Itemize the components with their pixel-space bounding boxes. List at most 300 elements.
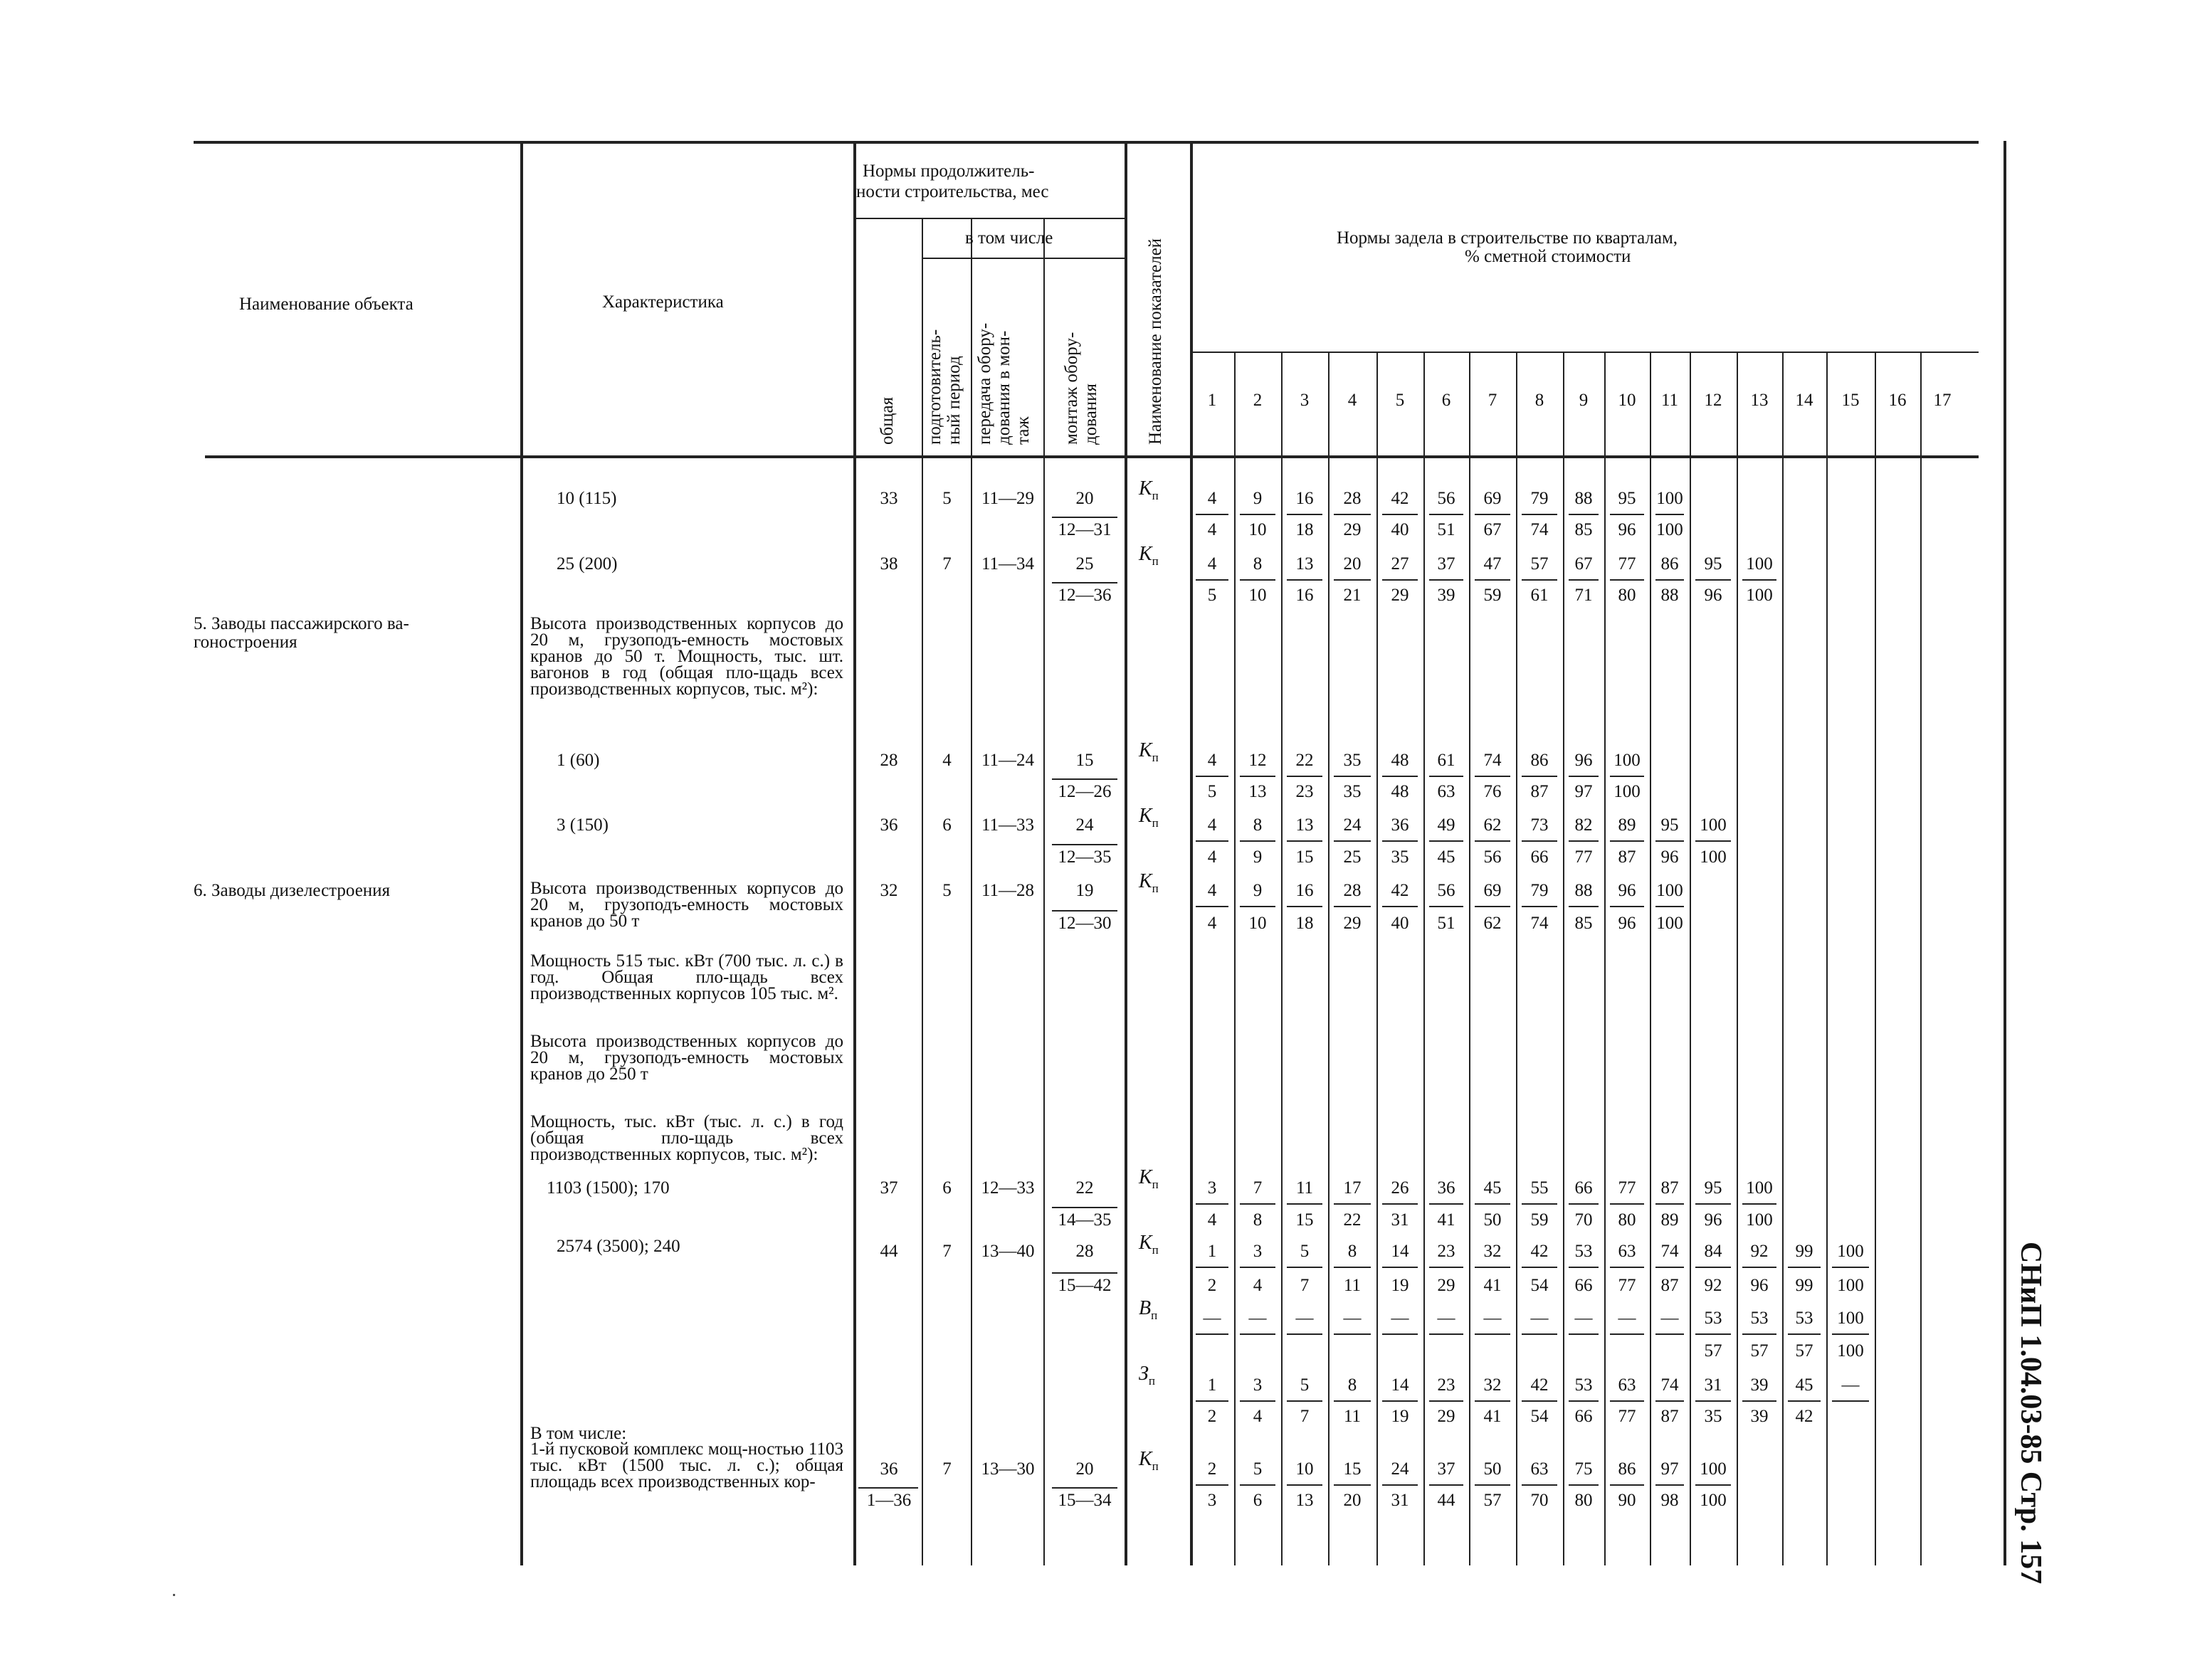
backlog-cell: 44 <box>1437 1491 1455 1510</box>
backlog-cell: 87 <box>1660 1407 1679 1426</box>
backlog-cell: — <box>1574 1309 1593 1328</box>
indicator-v-label <box>1139 1298 1157 1321</box>
page-right-rule <box>2004 141 2006 1565</box>
char-10-115: 10 (115) <box>557 489 617 508</box>
quarter-number: 10 <box>1618 391 1636 410</box>
backlog-cell-rule <box>1287 1400 1322 1402</box>
scan-speck <box>173 1594 175 1596</box>
backlog-cell-rule <box>1522 1267 1557 1268</box>
backlog-cell-rule <box>1334 840 1371 842</box>
backlog-cell-rule <box>1334 514 1371 515</box>
backlog-cell: 14 <box>1391 1242 1409 1261</box>
backlog-cell-rule <box>1655 906 1684 907</box>
backlog-cell: 53 <box>1574 1375 1593 1395</box>
col-char-header: Характеристика <box>602 292 724 312</box>
backlog-cell: 23 <box>1437 1242 1455 1261</box>
backlog-cell: 27 <box>1391 554 1409 574</box>
indicator-letter: К <box>1139 870 1152 892</box>
total-header: общая <box>878 396 897 445</box>
backlog-cell: 29 <box>1437 1407 1455 1426</box>
backlog-cell-rule <box>1429 1203 1463 1205</box>
col-sep-indicator <box>1125 141 1127 1565</box>
backlog-cell: — <box>1203 1309 1221 1328</box>
backlog-cell: 69 <box>1483 881 1502 900</box>
backlog-cell: 100 <box>1656 489 1683 508</box>
duration-mount-rule <box>1052 844 1117 845</box>
indicator-letter: З <box>1139 1363 1149 1385</box>
backlog-cell: 37 <box>1437 554 1455 574</box>
backlog-cell-rule <box>1429 1484 1463 1486</box>
backlog-cell-rule <box>1240 1484 1275 1486</box>
backlog-cell: 96 <box>1618 881 1636 900</box>
backlog-cell: 80 <box>1574 1491 1593 1510</box>
backlog-cell-rule <box>1287 1333 1322 1335</box>
char-para-5: Высота производственных корпусов до 20 м, грузоподъ-емность мостовых кранов до 50 т. Мощность, тыс. шт. вагонов в год (общая пло-щадь всех производственных корпусов, тыс. м²): <box>530 614 843 699</box>
backlog-cell: 2 <box>1207 1459 1217 1479</box>
backlog-cell: 88 <box>1574 881 1593 900</box>
backlog-cell: — <box>1618 1309 1636 1328</box>
backlog-cell: 13 <box>1248 782 1267 801</box>
backlog-cell: 40 <box>1391 520 1409 539</box>
backlog-cell: 42 <box>1530 1242 1549 1261</box>
backlog-cell: 5 <box>1253 1459 1263 1479</box>
duration-prep: 7 <box>942 1242 952 1261</box>
quarter-number: 13 <box>1750 391 1769 410</box>
backlog-cell-rule <box>1196 1203 1228 1205</box>
backlog-cell: 74 <box>1660 1375 1679 1395</box>
indicator-z-label <box>1139 1363 1155 1386</box>
backlog-cell-rule <box>1655 1400 1684 1402</box>
backlog-cell: 3 <box>1253 1242 1263 1261</box>
backlog-cell: 29 <box>1391 586 1409 605</box>
backlog-cell: 12 <box>1248 751 1267 770</box>
duration-prep: 4 <box>942 751 952 770</box>
backlog-cell: 18 <box>1295 914 1314 933</box>
backlog-cell-rule <box>1695 1484 1731 1486</box>
backlog-cell: 56 <box>1437 489 1455 508</box>
indicator-letter: К <box>1139 1166 1152 1188</box>
backlog-cell: 4 <box>1207 1210 1217 1230</box>
backlog-cell: 4 <box>1207 815 1217 835</box>
quarter-number: 7 <box>1488 391 1497 410</box>
duration-mount: 28 <box>1075 1242 1094 1261</box>
backlog-cell-rule <box>1475 1267 1510 1268</box>
backlog-cell: 76 <box>1483 782 1502 801</box>
backlog-cell-rule <box>1475 1484 1510 1486</box>
char-1-60: 1 (60) <box>557 751 600 770</box>
indicator-subscript: п <box>1152 489 1159 502</box>
backlog-cell: 66 <box>1574 1276 1593 1295</box>
backlog-cell-rule <box>1196 776 1228 777</box>
backlog-cell: 77 <box>1618 1178 1636 1198</box>
indicator-k-label <box>1139 544 1159 566</box>
backlog-cell: 74 <box>1483 751 1502 770</box>
indicator-letter: К <box>1139 739 1152 761</box>
backlog-cell: 20 <box>1343 554 1362 574</box>
backlog-cell: 89 <box>1618 815 1636 835</box>
backlog-cell: 16 <box>1295 881 1314 900</box>
backlog-cell: — <box>1295 1309 1314 1328</box>
backlog-cell: — <box>1248 1309 1267 1328</box>
backlog-cell: 63 <box>1618 1375 1636 1395</box>
duration-mount-rule <box>1052 1487 1117 1489</box>
backlog-cell: 87 <box>1530 782 1549 801</box>
backlog-cell: 29 <box>1437 1276 1455 1295</box>
backlog-cell: 86 <box>1660 554 1679 574</box>
backlog-cell: 55 <box>1530 1178 1549 1198</box>
duration-mount-2: 12—26 <box>1058 782 1112 801</box>
backlog-cell: 51 <box>1437 914 1455 933</box>
backlog-cell-rule <box>1287 840 1322 842</box>
backlog-cell: 54 <box>1530 1407 1549 1426</box>
duration-mount-rule <box>1052 1272 1117 1274</box>
backlog-cell-rule <box>1287 1203 1322 1205</box>
indicator-subscript: п <box>1151 1309 1158 1322</box>
backlog-cell: 4 <box>1207 914 1217 933</box>
backlog-cell: 77 <box>1618 554 1636 574</box>
backlog-cell: 96 <box>1574 751 1593 770</box>
duration-mount-2: 14—35 <box>1058 1210 1112 1230</box>
backlog-cell: 56 <box>1437 881 1455 900</box>
backlog-cell: 57 <box>1530 554 1549 574</box>
backlog-cell: 35 <box>1391 847 1409 867</box>
transfer-header-l1: передача обору- <box>975 322 994 445</box>
indicator-subscript: п <box>1148 1374 1155 1388</box>
backlog-cell: 62 <box>1483 914 1502 933</box>
backlog-cell-rule <box>1240 1267 1275 1268</box>
backlog-cell: 87 <box>1660 1276 1679 1295</box>
backlog-cell: 88 <box>1660 586 1679 605</box>
backlog-cell: 95 <box>1704 554 1722 574</box>
quarter-col-sep <box>1875 352 1876 1565</box>
duration-total: 36 <box>880 815 898 835</box>
char-25-200: 25 (200) <box>557 554 618 574</box>
backlog-cell: 74 <box>1660 1242 1679 1261</box>
backlog-cell-rule <box>1522 1333 1557 1335</box>
backlog-cell-rule <box>1832 1400 1869 1402</box>
backlog-cell-rule <box>1569 906 1599 907</box>
backlog-cell-rule <box>1742 1203 1776 1205</box>
backlog-cell: 95 <box>1660 815 1679 835</box>
backlog-cell-rule <box>1429 776 1463 777</box>
backlog-cell: 56 <box>1483 847 1502 867</box>
backlog-cell-rule <box>1475 776 1510 777</box>
backlog-cell: 41 <box>1483 1407 1502 1426</box>
backlog-cell: 32 <box>1483 1242 1502 1261</box>
backlog-cell: 48 <box>1391 751 1409 770</box>
backlog-cell-rule <box>1832 1267 1869 1268</box>
backlog-cell: 100 <box>1700 815 1727 835</box>
indicator-letter: К <box>1139 477 1152 500</box>
quarter-number: 8 <box>1534 391 1544 410</box>
backlog-cell-rule <box>1240 840 1275 842</box>
backlog-cell-rule <box>1522 840 1557 842</box>
backlog-cell-rule <box>1382 776 1418 777</box>
prep-header-l2: ный период <box>944 356 964 445</box>
backlog-cell: 96 <box>1750 1276 1769 1295</box>
backlog-cell: 4 <box>1207 881 1217 900</box>
quarter-number: 11 <box>1660 391 1679 410</box>
backlog-cell: 70 <box>1574 1210 1593 1230</box>
backlog-cell: 96 <box>1618 914 1636 933</box>
backlog-cell: 11 <box>1295 1178 1314 1198</box>
duration-prep: 6 <box>942 1178 952 1198</box>
backlog-cell-rule <box>1610 776 1644 777</box>
backlog-cell-rule <box>1655 840 1684 842</box>
indicator-k-label <box>1139 1232 1159 1255</box>
backlog-cell: 86 <box>1618 1459 1636 1479</box>
char-3-150: 3 (150) <box>557 815 609 835</box>
mount-header-l2: дования <box>1081 383 1100 445</box>
backlog-cell: 86 <box>1530 751 1549 770</box>
backlog-cell: 67 <box>1574 554 1593 574</box>
backlog-cell: 49 <box>1437 815 1455 835</box>
duration-transfer: 11—33 <box>981 815 1035 835</box>
backlog-cell-rule <box>1287 776 1322 777</box>
backlog-cell-rule <box>1695 1333 1731 1335</box>
backlog-cell: 63 <box>1437 782 1455 801</box>
duration-total: 38 <box>880 554 898 574</box>
backlog-cell-rule <box>1429 1267 1463 1268</box>
duration-mount-rule <box>1052 582 1117 583</box>
backlog-cell-rule <box>1695 1203 1731 1205</box>
header-bottom-rule <box>205 455 1979 458</box>
backlog-cell: 14 <box>1391 1375 1409 1395</box>
backlog-cell-rule <box>1382 579 1418 581</box>
indicator-letter: К <box>1139 1232 1152 1254</box>
duration-mount: 15 <box>1075 751 1094 770</box>
backlog-cell: 100 <box>1656 520 1683 539</box>
backlog-cell: 4 <box>1207 554 1217 574</box>
backlog-cell-rule <box>1569 1484 1599 1486</box>
backlog-cell: 19 <box>1391 1407 1409 1426</box>
backlog-cell: 15 <box>1343 1459 1362 1479</box>
backlog-cell: 77 <box>1618 1407 1636 1426</box>
backlog-cell: 42 <box>1391 881 1409 900</box>
backlog-cell-rule <box>1610 1400 1644 1402</box>
duration-prep: 7 <box>942 1459 952 1479</box>
backlog-cell: 3 <box>1207 1178 1217 1198</box>
duration-transfer: 11—24 <box>981 751 1035 770</box>
header-rule-duration <box>855 218 1125 219</box>
indicator-header: Наименование показателей <box>1146 238 1165 445</box>
backlog-cell: 73 <box>1530 815 1549 835</box>
backlog-cell-rule <box>1522 1203 1557 1205</box>
backlog-cell: 100 <box>1746 1178 1773 1198</box>
backlog-cell-rule <box>1522 776 1557 777</box>
backlog-cell: 57 <box>1750 1341 1769 1361</box>
quarter-number: 6 <box>1441 391 1451 410</box>
duration-prep: 5 <box>942 489 952 508</box>
backlog-cell: 3 <box>1253 1375 1263 1395</box>
indicator-k-label <box>1139 740 1159 763</box>
backlog-cell-rule <box>1429 1400 1463 1402</box>
backlog-cell: 48 <box>1391 782 1409 801</box>
backlog-cell: 53 <box>1795 1309 1813 1328</box>
char-2574: 2574 (3500); 240 <box>557 1237 680 1256</box>
backlog-cell: 69 <box>1483 489 1502 508</box>
backlog-cell-rule <box>1569 1333 1599 1335</box>
backlog-cell: 10 <box>1248 914 1267 933</box>
backlog-cell: 87 <box>1618 847 1636 867</box>
char-1103: 1103 (1500); 170 <box>547 1178 670 1198</box>
backlog-cell: 7 <box>1300 1276 1310 1295</box>
backlog-cell: 15 <box>1295 1210 1314 1230</box>
duration-mount-2: 12—30 <box>1058 914 1112 933</box>
indicator-letter: К <box>1139 805 1152 827</box>
backlog-cell: 4 <box>1207 847 1217 867</box>
indicator-subscript: п <box>1152 1459 1159 1473</box>
backlog-cell: 2 <box>1207 1407 1217 1426</box>
backlog-cell-rule <box>1522 906 1557 907</box>
duration-transfer: 12—33 <box>981 1178 1035 1198</box>
backlog-cell-rule <box>1196 1267 1228 1268</box>
indicator-k-label <box>1139 1449 1159 1472</box>
backlog-cell: 5 <box>1300 1242 1310 1261</box>
backlog-cell-rule <box>1196 906 1228 907</box>
quarter-number: 16 <box>1888 391 1907 410</box>
backlog-cell-rule <box>1610 1333 1644 1335</box>
backlog-cell-rule <box>1569 1267 1599 1268</box>
backlog-cell-rule <box>1196 579 1228 581</box>
backlog-cell-rule <box>1475 1400 1510 1402</box>
char-para-6d: Мощность, тыс. кВт (тыс. л. с.) в год (общая пло-щадь всех производственных корпусов, тыс. м²): <box>530 1112 843 1164</box>
backlog-cell-rule <box>1788 1267 1821 1268</box>
backlog-cell: 98 <box>1660 1491 1679 1510</box>
backlog-cell: 100 <box>1656 881 1683 900</box>
indicator-letter: К <box>1139 1448 1152 1470</box>
backlog-cell: 87 <box>1660 1178 1679 1198</box>
quarter-number: 15 <box>1841 391 1860 410</box>
backlog-cell-rule <box>1475 1333 1510 1335</box>
prep-header-l1: подготовитель- <box>925 329 944 445</box>
indicator-k-label <box>1139 1167 1159 1190</box>
backlog-cell: 71 <box>1574 586 1593 605</box>
backlog-cell: 57 <box>1704 1341 1722 1361</box>
backlog-cell-rule <box>1382 840 1418 842</box>
backlog-cell-rule <box>1475 1203 1510 1205</box>
duration-transfer: 13—40 <box>981 1242 1035 1261</box>
indicator-subscript: п <box>1152 882 1159 895</box>
backlog-cell: 7 <box>1253 1178 1263 1198</box>
backlog-cell-rule <box>1334 1484 1371 1486</box>
col-sep-total <box>853 141 856 1565</box>
backlog-cell-rule <box>1240 776 1275 777</box>
backlog-cell-rule <box>1196 1333 1228 1335</box>
quarter-number: 17 <box>1933 391 1952 410</box>
backlog-cell: 100 <box>1746 1210 1773 1230</box>
backlog-cell: 13 <box>1295 815 1314 835</box>
backlog-cell: 63 <box>1530 1459 1549 1479</box>
backlog-cell-rule <box>1655 579 1684 581</box>
duration-mount: 25 <box>1075 554 1094 574</box>
indicator-k-label <box>1139 805 1159 828</box>
backlog-cell: 7 <box>1300 1407 1310 1426</box>
backlog-cell: 36 <box>1391 815 1409 835</box>
duration-header-l1: Нормы продолжитель- <box>863 162 1035 181</box>
backlog-cell: 31 <box>1391 1210 1409 1230</box>
duration-header-l2: ности строительства, мес <box>856 182 1049 201</box>
backlog-cell: 22 <box>1343 1210 1362 1230</box>
duration-mount-2: 12—35 <box>1058 847 1112 867</box>
backlog-cell: 13 <box>1295 554 1314 574</box>
backlog-cell: 66 <box>1574 1178 1593 1198</box>
backlog-cell: 96 <box>1704 1210 1722 1230</box>
backlog-cell-rule <box>1522 1400 1557 1402</box>
backlog-cell-rule <box>1429 906 1463 907</box>
backlog-cell: 99 <box>1795 1276 1813 1295</box>
backlog-cell: — <box>1391 1309 1409 1328</box>
quarter-number: 5 <box>1395 391 1405 410</box>
backlog-cell-rule <box>1655 1333 1684 1335</box>
backlog-cell: 8 <box>1253 1210 1263 1230</box>
backlog-cell: — <box>1343 1309 1362 1328</box>
backlog-cell-rule <box>1695 840 1731 842</box>
backlog-cell: 77 <box>1574 847 1593 867</box>
backlog-cell: 51 <box>1437 520 1455 539</box>
duration-transfer: 13—30 <box>981 1459 1035 1479</box>
backlog-cell-rule <box>1240 906 1275 907</box>
backlog-cell: 100 <box>1700 1491 1727 1510</box>
backlog-cell: 10 <box>1248 520 1267 539</box>
backlog-cell: 61 <box>1437 751 1455 770</box>
duration-mount-rule <box>1052 910 1117 912</box>
backlog-cell-rule <box>1832 1333 1869 1335</box>
backlog-cell: 74 <box>1530 914 1549 933</box>
backlog-cell: 59 <box>1483 586 1502 605</box>
backlog-cell: 100 <box>1837 1242 1864 1261</box>
backlog-cell: 70 <box>1530 1491 1549 1510</box>
backlog-cell-rule <box>1475 579 1510 581</box>
backlog-cell-rule <box>1196 1400 1228 1402</box>
indicator-subscript: п <box>1152 554 1159 568</box>
quarter-number: 1 <box>1207 391 1217 410</box>
backlog-cell: 61 <box>1530 586 1549 605</box>
backlog-cell: 31 <box>1391 1491 1409 1510</box>
backlog-cell-rule <box>1429 579 1463 581</box>
backlog-cell: 79 <box>1530 881 1549 900</box>
backlog-cell-rule <box>1610 1203 1644 1205</box>
quarter-col-sep <box>1920 352 1922 1565</box>
backlog-cell: 23 <box>1295 782 1314 801</box>
duration-mount-rule <box>1052 517 1117 518</box>
backlog-cell-rule <box>1240 579 1275 581</box>
backlog-cell-rule <box>1742 1333 1776 1335</box>
backlog-cell: 67 <box>1483 520 1502 539</box>
indicator-letter: К <box>1139 543 1152 565</box>
backlog-cell: 9 <box>1253 489 1263 508</box>
backlog-cell: 31 <box>1704 1375 1722 1395</box>
backlog-cell-rule <box>1382 906 1418 907</box>
backlog-cell: 11 <box>1343 1407 1362 1426</box>
transfer-header-l3: таж <box>1013 416 1033 445</box>
backlog-cell: 96 <box>1618 520 1636 539</box>
backlog-cell-rule <box>1240 1400 1275 1402</box>
backlog-cell: 79 <box>1530 489 1549 508</box>
backlog-cell: 80 <box>1618 586 1636 605</box>
backlog-cell: 66 <box>1574 1407 1593 1426</box>
quarter-number: 12 <box>1704 391 1722 410</box>
mount-header-l1: монтаж обору- <box>1062 332 1081 445</box>
backlog-cell: 45 <box>1795 1375 1813 1395</box>
backlog-cell: 53 <box>1574 1242 1593 1261</box>
backlog-cell-rule <box>1695 1400 1731 1402</box>
backlog-cell-rule <box>1382 1484 1418 1486</box>
duration-total: 33 <box>880 489 898 508</box>
backlog-cell: 10 <box>1248 586 1267 605</box>
backlog-cell: 29 <box>1343 914 1362 933</box>
backlog-cell: 100 <box>1613 782 1641 801</box>
